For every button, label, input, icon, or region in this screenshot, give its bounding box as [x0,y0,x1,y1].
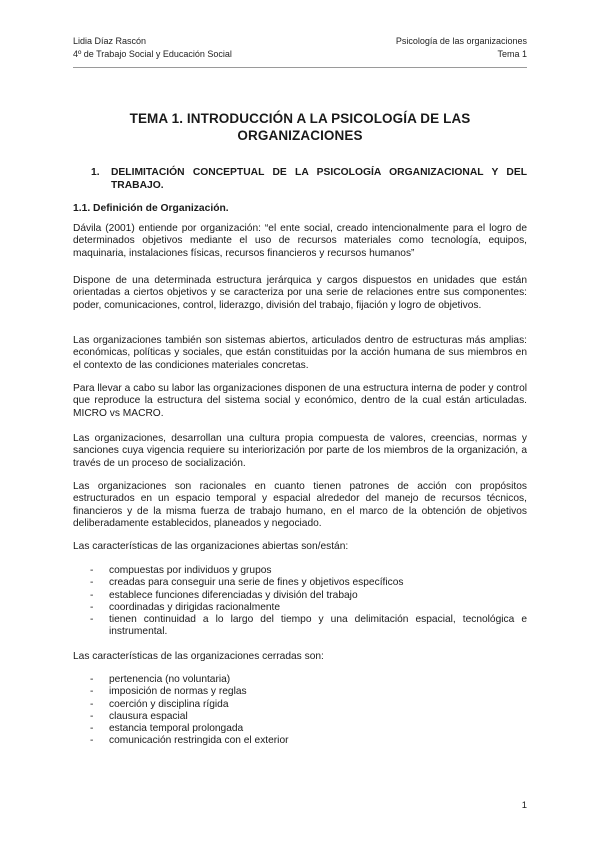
list-item: - imposición de normas y reglas [90,686,247,698]
header-divider [73,67,527,68]
page-header-left [73,35,232,61]
document-title [100,110,500,144]
paragraph: Dispone de una determinada estructura jerárquica y cargos dispuestos en unidades que están orientadas a ciertos objetivos y se caracteriza por una serie de relaciones entre sus componentes: poder, comunicaciones, control, liderazgo, división del trabajo, fijación y logro de objetivos. [73,275,527,311]
bullet-dash: - [90,735,94,747]
page-header-right [396,35,527,61]
bullet-dash: - [90,723,94,735]
list-item: - coordinadas y dirigidas racionalmente [90,601,281,613]
list-item: - coerción y disciplina rígida [90,698,229,710]
list-item: - comunicación restringida con el exterior [90,735,289,747]
list-item: - creadas para conseguir una serie de fines y objetivos específicos [90,577,404,589]
bullet-dash: - [90,698,94,710]
bullet-dash: - [90,589,94,601]
header-author: Lidia Díaz Rascón [73,36,147,46]
bullet-dash: - [90,710,94,722]
title-line-1: TEMA 1. INTRODUCCIÓN A LA PSICOLOGÍA DE LAS [129,111,471,126]
list-item: - pertenencia (no voluntaria) [90,674,231,685]
header-topic: Tema 1 [497,49,527,59]
header-subject: Psicología de las organizaciones [395,36,527,46]
bullet-dash: - [90,614,94,626]
page-number: 1 [521,800,527,811]
bullet-dash: - [90,686,94,698]
paragraph: Las organizaciones son racionales en cuanto tienen patrones de acción con propósitos estructurados en un espacio temporal y espacial alrededor del manejo de recursos técnicos, financieros y de la misma fuerza de trabajo humano, en el marco de la obtención de objetivos deliberadamente establecidos, planeados y negociado. [73,481,527,529]
section-number: 1. [91,167,100,178]
section-title: DELIMITACIÓN CONCEPTUAL DE LA PSICOLOGÍA ORGANIZACIONAL Y DEL TRABAJO. [111,167,527,191]
open-characteristics-intro: Las características de las organizaciones abiertas son/están: [73,541,349,552]
list-item: - compuestas por individuos y grupos [90,565,272,576]
list-item: - establece funciones diferenciadas y división del trabajo [90,589,358,601]
paragraph: Las organizaciones también son sistemas abiertos, articulados dentro de estructuras más amplias: económicas, políticas y sociales, que están constituidas por la acción humana de sus miembros en el contexto de las condiciones materiales concretas. [73,335,527,371]
list-item: - estancia temporal prolongada [90,723,244,735]
list-item: - clausura espacial [90,710,188,722]
paragraph: Para llevar a cabo su labor las organizaciones disponen de una estructura interna de poder y control que reproduce la estructura del sistema social y económico, dentro de la cual están articuladas. MICRO vs MACRO. [73,383,527,419]
subsection-heading: 1.1. Definición de Organización. [73,203,229,214]
bullet-dash: - [90,577,94,589]
title-line-2: ORGANIZACIONES [237,128,363,143]
bullet-dash: - [90,565,94,576]
list-item: - tienen continuidad a lo largo del tiempo y una delimitación espacial, tecnológica e instrumental. [90,614,527,638]
open-characteristics-list [73,565,527,639]
bullet-dash: - [90,674,94,685]
paragraph: Dávila (2001) entiende por organización: “el ente social, creado intencionalmente para el logro de determinados objetivos mediante el uso de recursos materiales como tecnología, equipos, maquinaria, instalaciones físicas, recursos financieros y recursos humanos” [73,223,527,259]
paragraph: Las organizaciones, desarrollan una cultura propia compuesta de valores, creencias, normas y sanciones cuya vigencia requiere su interiorización por parte de los miembros de la organización, a través de un proceso de socialización. [73,433,527,469]
closed-characteristics-list [73,674,527,748]
bullet-dash: - [90,601,94,613]
closed-characteristics-intro: Las características de las organizaciones cerradas son: [73,651,324,662]
header-course: 4º de Trabajo Social y Educación Social [73,49,232,59]
section-heading [73,166,527,192]
